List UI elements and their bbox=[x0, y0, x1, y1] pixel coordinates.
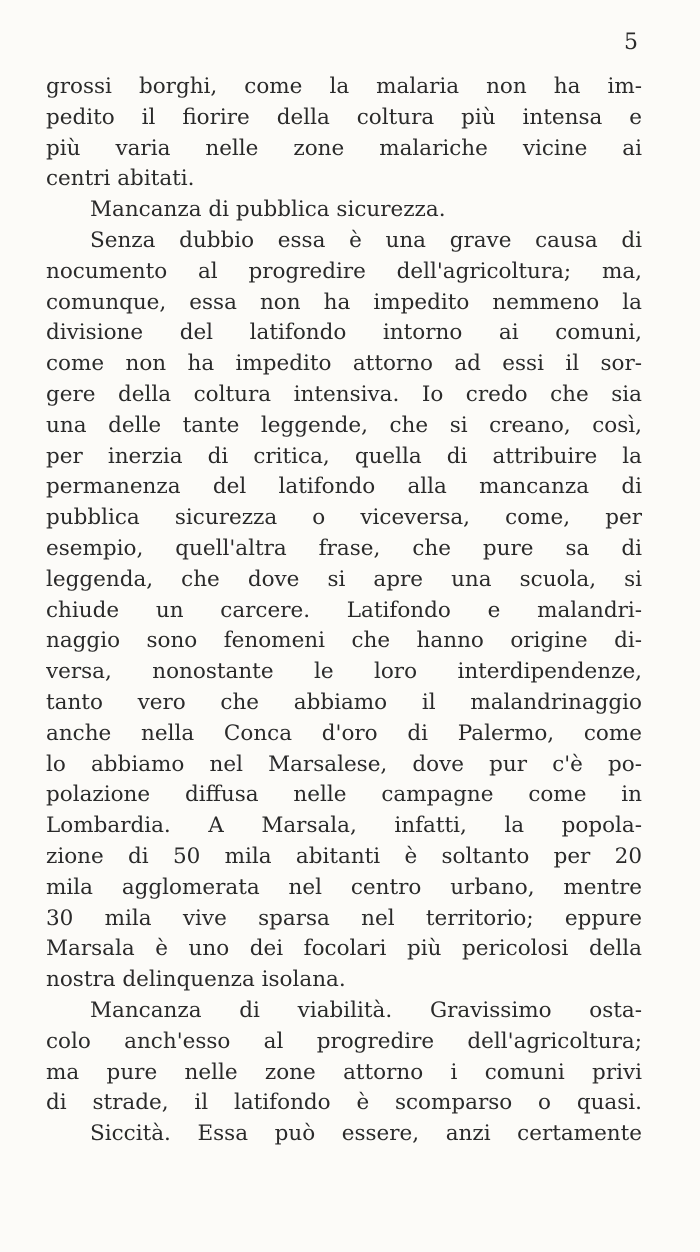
text-line: tanto vero che abbiamo il malandrinaggio bbox=[46, 689, 642, 715]
text-line: anche nella Conca d'oro di Palermo, come bbox=[46, 720, 642, 746]
text-line: naggio sono fenomeni che hanno origine di- bbox=[46, 628, 642, 654]
text-line: più varia nelle zone malariche vicine ai bbox=[46, 135, 642, 161]
text-line: centri abitati. bbox=[46, 166, 195, 192]
text-line: ma pure nelle zone attorno i comuni privi bbox=[46, 1059, 642, 1085]
text-line: mila agglomerata nel centro urbano, mentre bbox=[46, 874, 642, 900]
text-line: pubblica sicurezza o viceversa, come, per bbox=[46, 505, 642, 531]
body-text bbox=[46, 72, 642, 1150]
text-line: Mancanza di viabilità. Gravissimo osta- bbox=[90, 997, 642, 1023]
text-line: Lombardia. A Marsala, infatti, la popola- bbox=[46, 813, 642, 839]
text-line: gere della coltura intensiva. Io credo che sia bbox=[46, 381, 642, 407]
text-line: nocumento al progredire dell'agricoltura; ma, bbox=[46, 258, 642, 284]
text-line: comunque, essa non ha impedito nemmeno la bbox=[46, 289, 642, 315]
text-line: 30 mila vive sparsa nel territorio; eppure bbox=[46, 905, 642, 931]
text-line: versa, nonostante le loro interdipendenze, bbox=[46, 659, 642, 685]
text-line: divisione del latifondo intorno ai comuni, bbox=[46, 320, 642, 346]
text-line: pedito il fiorire della coltura più intensa e bbox=[46, 104, 642, 130]
text-line: grossi borghi, come la malaria non ha im- bbox=[46, 74, 642, 99]
text-line: Mancanza di pubblica sicurezza. bbox=[90, 197, 446, 223]
text-line: esempio, quell'altra frase, che pure sa di bbox=[46, 535, 642, 561]
text-line: chiude un carcere. Latifondo e malandri- bbox=[46, 597, 642, 623]
text-line: leggenda, che dove si apre una scuola, si bbox=[46, 566, 642, 592]
text-line: lo abbiamo nel Marsalese, dove pur c'è po- bbox=[46, 751, 642, 777]
text-line: Senza dubbio essa è una grave causa di bbox=[90, 227, 642, 253]
text-line: colo anch'esso al progredire dell'agricoltura; bbox=[46, 1028, 642, 1054]
text-line: come non ha impedito attorno ad essi il sor- bbox=[46, 351, 642, 377]
text-line: permanenza del latifondo alla mancanza di bbox=[46, 474, 642, 500]
text-line: Siccità. Essa può essere, anzi certamente bbox=[90, 1121, 642, 1147]
text-line: Marsala è uno dei focolari più pericolosi della bbox=[46, 936, 642, 962]
text-line: di strade, il latifondo è scomparso o quasi. bbox=[46, 1090, 642, 1116]
page-number: 5 bbox=[624, 30, 638, 55]
text-line: una delle tante leggende, che si creano, così, bbox=[46, 412, 642, 438]
text-line: zione di 50 mila abitanti è soltanto per 20 bbox=[46, 843, 642, 869]
text-line: nostra delinquenza isolana. bbox=[46, 967, 346, 993]
text-line: per inerzia di critica, quella di attribuire la bbox=[46, 443, 642, 469]
text-line: polazione diffusa nelle campagne come in bbox=[46, 782, 642, 808]
